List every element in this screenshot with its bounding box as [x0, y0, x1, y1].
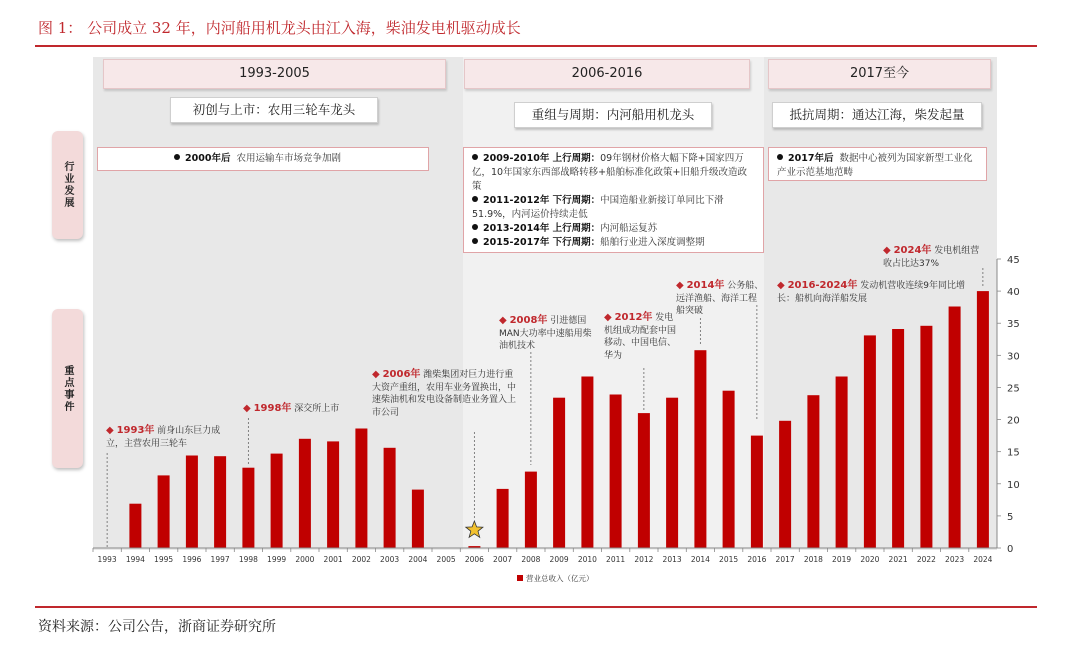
x-tick-label-2000: 2000: [295, 555, 315, 564]
bar-1998: [242, 468, 254, 548]
x-tick-label-2002: 2002: [351, 555, 371, 564]
x-tick-label-2014: 2014: [690, 555, 710, 564]
bar-2016: [751, 436, 763, 548]
bar-2023: [949, 307, 961, 549]
events-side-label: 重点事件: [52, 309, 83, 468]
bar-2022: [920, 326, 932, 548]
bar-1994: [129, 504, 141, 548]
y-tick-label-20: 20: [1007, 415, 1020, 427]
legend-swatch: [517, 575, 523, 581]
x-tick-label-2020: 2020: [860, 555, 880, 564]
x-tick-label-1995: 1995: [154, 555, 174, 564]
x-tick-label-2004: 2004: [408, 555, 428, 564]
x-tick-label-2024: 2024: [973, 555, 993, 564]
x-tick-label-1998: 1998: [238, 555, 258, 564]
x-tick-label-1997: 1997: [210, 555, 230, 564]
x-tick-label-2021: 2021: [888, 555, 908, 564]
industry-item: 2017年后 数据中心被列为国家新型工业化产业示范基地范畴: [777, 153, 973, 178]
y-tick-label-45: 45: [1007, 255, 1020, 266]
bar-2010: [581, 377, 593, 549]
x-tick-label-2010: 2010: [577, 555, 597, 564]
diamond-icon: ◆: [676, 280, 684, 291]
bar-2021: [892, 329, 904, 548]
diamond-icon: ◆: [777, 280, 785, 291]
y-tick-label-30: 30: [1007, 351, 1020, 363]
diamond-icon: ◆: [883, 245, 891, 256]
period-3-phase: 抵抗周期：通达江海，柴发起量: [772, 102, 982, 128]
x-tick-label-2022: 2022: [916, 555, 936, 564]
bar-2020: [864, 335, 876, 548]
diamond-icon: ◆: [106, 425, 114, 436]
bar-1999: [271, 454, 283, 548]
x-tick-label-2019: 2019: [832, 555, 852, 564]
highlight-marker: [466, 521, 483, 537]
period-2-header: 2006-2016: [464, 59, 750, 89]
x-tick-label-2023: 2023: [945, 555, 965, 564]
bar-2019: [836, 377, 848, 549]
bar-2015: [723, 391, 735, 548]
period-1-header: 1993-2005: [103, 59, 446, 89]
bar-2008: [525, 472, 537, 548]
bar-2009: [553, 398, 565, 548]
x-tick-label-1999: 1999: [267, 555, 287, 564]
event-2006: ◆ 2006年 潍柴集团对巨力进行重大资产重组，农用车业务置换出，中速柴油机和发电设备制造业务置入上市公司: [372, 369, 517, 418]
event-2024: ◆ 2024年 发电机组营收占比达37%: [883, 245, 980, 269]
bar-2001: [327, 441, 339, 548]
event-1993: ◆ 1993年 前身山东巨力成立，主营农用三轮车: [106, 425, 221, 449]
x-tick-label-2005: 2005: [436, 555, 456, 564]
bar-1996: [186, 456, 198, 549]
diamond-icon: ◆: [243, 403, 251, 414]
bar-2003: [384, 448, 396, 548]
diamond-icon: ◆: [499, 315, 507, 326]
bar-2013: [666, 398, 678, 548]
event-2012: ◆ 2012年 发电机组成功配套中国移动、中国电信、华为: [604, 312, 677, 361]
x-tick-label-2001: 2001: [323, 555, 343, 564]
bar-2024: [977, 291, 989, 548]
industry-item: 2000年后 农用运输车市场竞争加剧: [106, 152, 420, 166]
figure-title: 图 1： 公司成立 32 年，内河船用机龙头由江入海，柴油发电机驱动成长: [38, 19, 521, 37]
x-tick-label-2003: 2003: [380, 555, 400, 564]
industry-item: 2009-2010年 上行周期：09年钢材价格大幅下降+国家四万亿，10年国家东西部战略转移+船舶标准化政策+旧船升级改造政策: [472, 153, 748, 192]
period-2-phase: 重组与周期：内河船用机龙头: [514, 102, 712, 128]
bar-2011: [610, 395, 622, 549]
industry-item: 2011-2012年 下行周期：中国造船业新接订单同比下滑51.9%，内河运价持续走低: [472, 195, 724, 220]
source-note: 资料来源：公司公告，浙商证券研究所: [38, 619, 276, 635]
x-tick-label-2009: 2009: [549, 555, 569, 564]
x-tick-label-2008: 2008: [521, 555, 541, 564]
industry-item: 2015-2017年 下行周期：船舶行业进入深度调整期: [472, 236, 755, 250]
event-2016-2024: ◆ 2016-2024年 发动机营收连续9年同比增长：船机向海洋船发展: [777, 280, 966, 304]
period-1-phase: 初创与上市：农用三轮车龙头: [170, 97, 378, 123]
bar-2012: [638, 413, 650, 548]
event-2014: ◆ 2014年 公务船、远洋渔船、海洋工程船突破: [676, 280, 764, 316]
bar-2014: [694, 350, 706, 548]
y-tick-label-5: 5: [1007, 511, 1014, 523]
y-tick-label-40: 40: [1007, 287, 1020, 299]
industry-side-label: 行业发展: [52, 131, 83, 239]
y-tick-label-0: 0: [1007, 544, 1014, 555]
bar-2002: [355, 429, 367, 549]
event-1998: ◆ 1998年 深交所上市: [243, 403, 340, 414]
period-3-header: 2017至今: [768, 59, 991, 89]
bar-2018: [807, 395, 819, 548]
bar-1997: [214, 456, 226, 548]
bottom-rule: [35, 606, 1037, 608]
y-tick-label-10: 10: [1007, 479, 1020, 491]
x-tick-label-2007: 2007: [493, 555, 513, 564]
x-tick-label-2006: 2006: [464, 555, 484, 564]
y-tick-label-25: 25: [1007, 383, 1020, 395]
x-tick-label-2015: 2015: [719, 555, 739, 564]
bar-2004: [412, 490, 424, 548]
y-tick-label-35: 35: [1007, 319, 1020, 331]
bar-1995: [158, 475, 170, 548]
bar-2017: [779, 421, 791, 548]
legend: 营业总收入（亿元）: [517, 573, 594, 584]
diamond-icon: ◆: [372, 369, 380, 380]
x-tick-label-1993: 1993: [97, 555, 117, 564]
x-tick-label-2013: 2013: [662, 555, 682, 564]
x-tick-label-2017: 2017: [775, 555, 795, 564]
y-tick-label-15: 15: [1007, 447, 1020, 459]
star-icon: [466, 521, 483, 537]
bar-2000: [299, 439, 311, 548]
x-tick-label-2012: 2012: [634, 555, 654, 564]
x-tick-label-1994: 1994: [125, 555, 145, 564]
bar-2007: [497, 489, 509, 548]
x-tick-label-1996: 1996: [182, 555, 202, 564]
annotation-leaders: [107, 268, 983, 548]
event-2008: ◆ 2008年 引进德国MAN大功率中速船用柴油机技术: [499, 315, 592, 351]
x-tick-label-2016: 2016: [747, 555, 767, 564]
industry-item: 2013-2014年 上行周期：内河船运复苏: [472, 222, 755, 236]
x-tick-label-2018: 2018: [803, 555, 823, 564]
diamond-icon: ◆: [604, 312, 612, 323]
x-tick-label-2011: 2011: [606, 555, 626, 564]
